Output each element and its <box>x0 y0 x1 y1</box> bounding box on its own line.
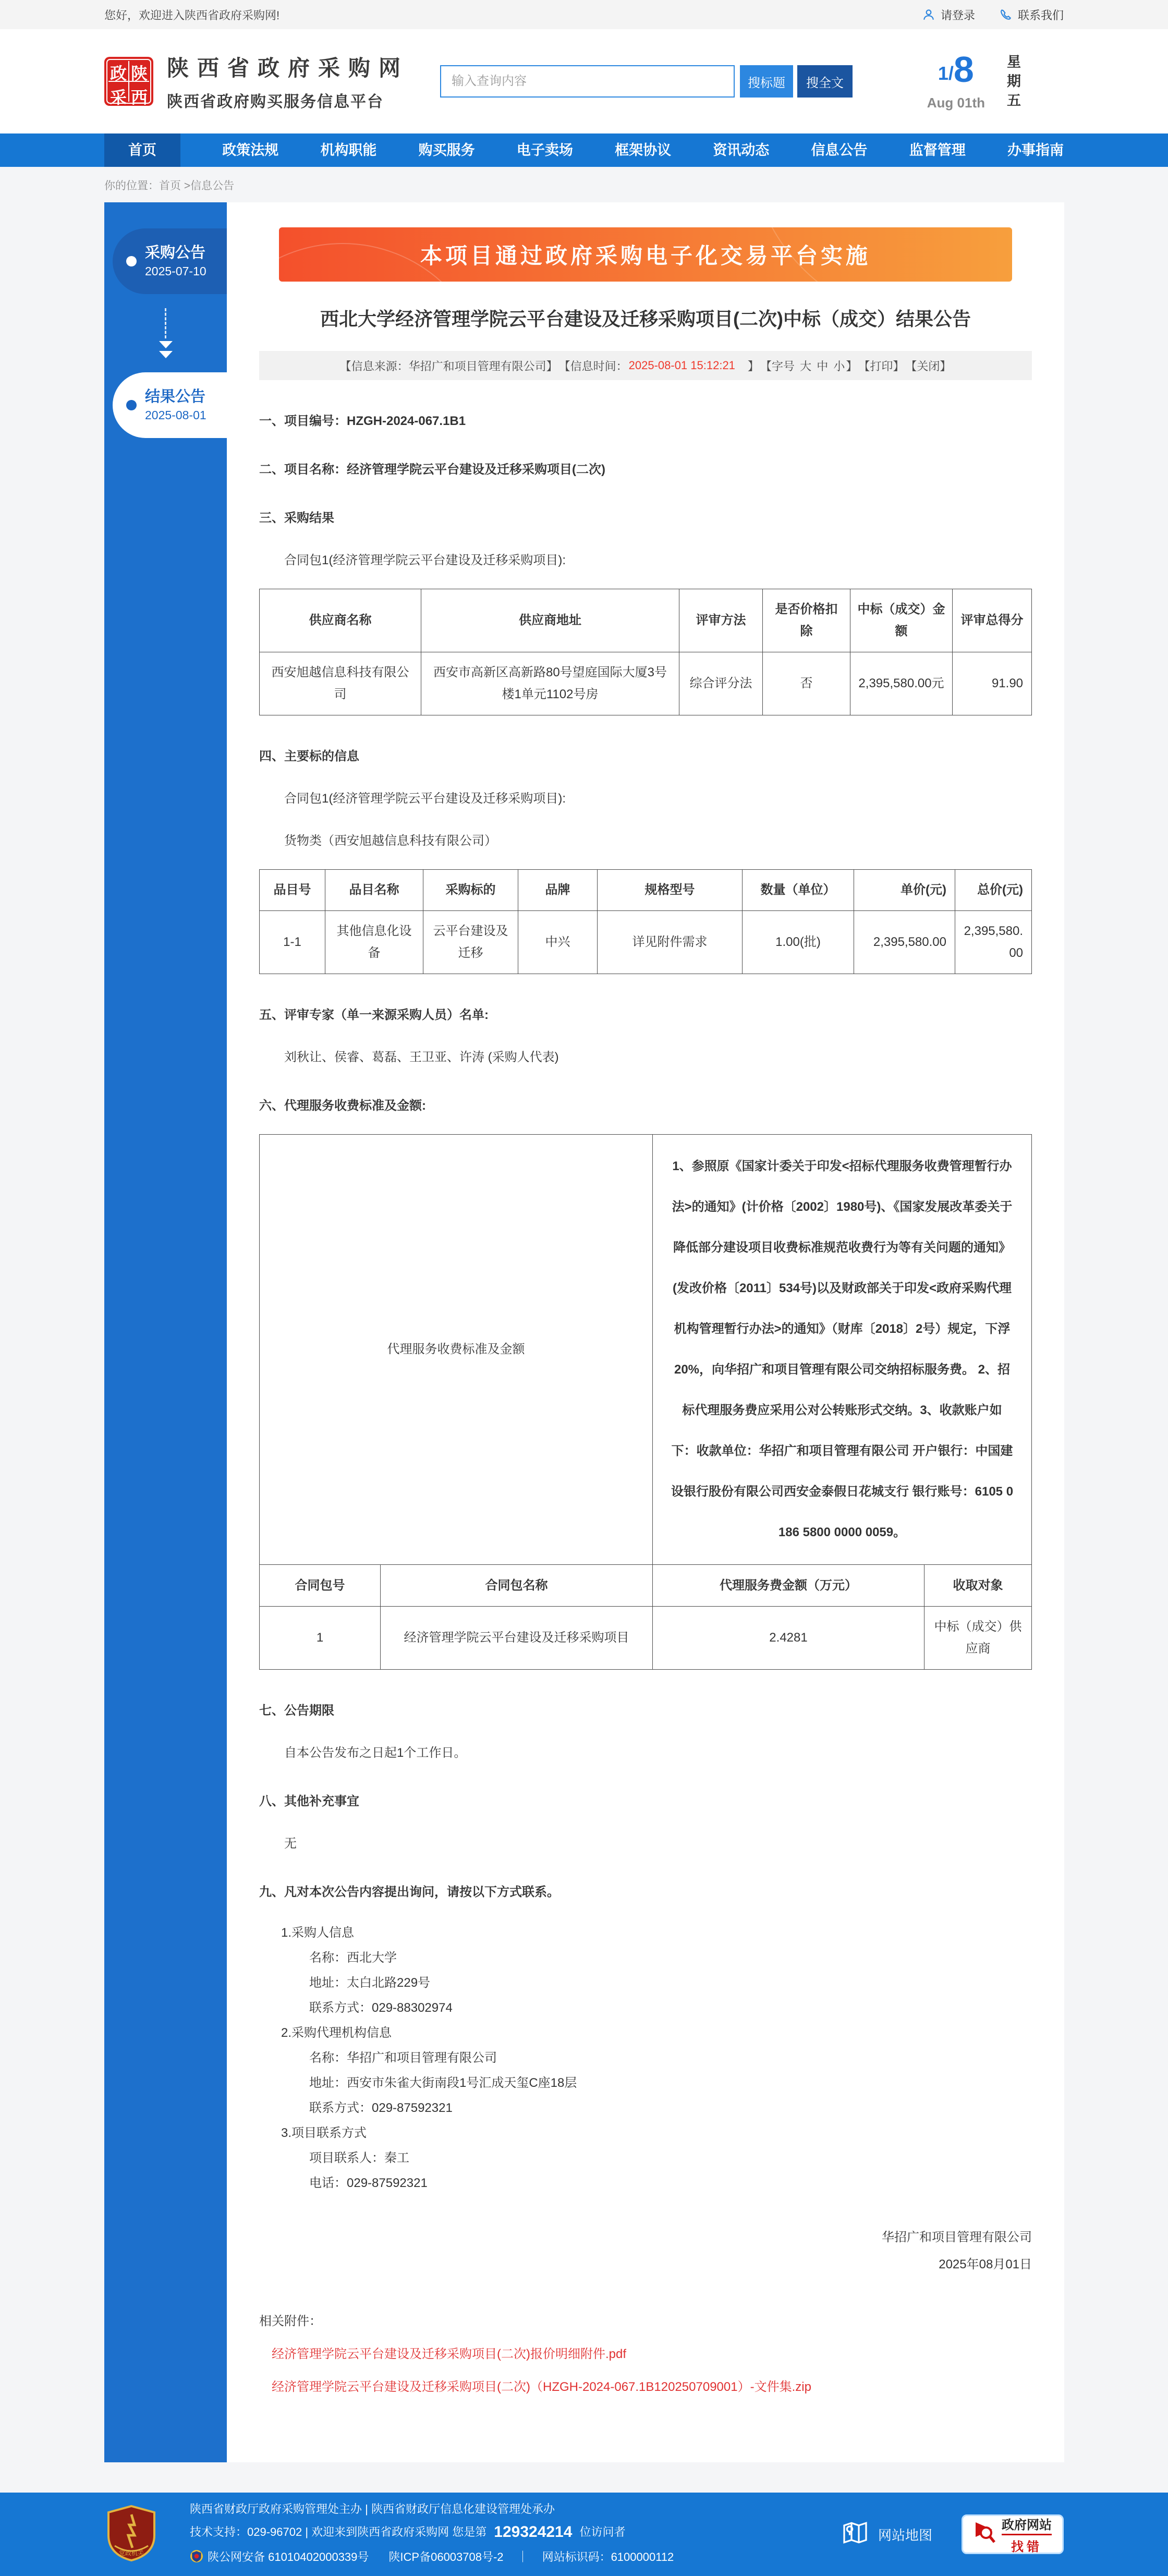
breadcrumb-label: 你的位置： <box>104 180 159 192</box>
project-contact-phone: 电话：029-87592321 <box>309 2176 428 2190</box>
nav-item-home[interactable]: 首页 <box>104 133 180 167</box>
table-row <box>260 652 1032 715</box>
table-header-cell: 总价(元) <box>955 870 1032 911</box>
signature-org: 华招广和项目管理有限公司 <box>882 2230 1032 2244</box>
step-dot <box>126 400 137 410</box>
table-cell-item-name: 其他信息化设备 <box>325 911 423 974</box>
table-cell-amount: 2,395,580.00元 <box>850 652 953 715</box>
table-cell-subject: 云平台建设及迁移 <box>423 911 518 974</box>
attachment-zip-link[interactable]: 经济管理学院云平台建设及迁移采购项目(二次)（HZGH-2024-067.1B120250709001）-文件集.zip <box>272 2380 811 2394</box>
agency-fee-table <box>259 1134 1032 1670</box>
section-result-title: 三、采购结果 <box>259 511 334 525</box>
search-fulltext-button[interactable]: 搜全文 <box>797 65 853 98</box>
section-experts-title: 五、评审专家（单一来源采购人员）名单: <box>259 1008 489 1022</box>
site-header <box>0 29 1168 133</box>
site-footer <box>0 2493 1168 2576</box>
article-meta-bar <box>259 351 1032 380</box>
section-subject-title: 四、主要标的信息 <box>259 749 359 763</box>
table-header-cell: 中标（成交）金额 <box>850 589 953 652</box>
project-contact-name: 项目联系人：秦工 <box>309 2151 409 2165</box>
search-title-button[interactable]: 搜标题 <box>740 65 793 98</box>
result-table <box>259 589 1032 715</box>
meta-time-open: 【信息时间： <box>558 359 628 373</box>
step-date: 2025-08-01 <box>145 408 206 422</box>
nav-item-supervision[interactable]: 监督管理 <box>909 142 966 158</box>
table-header-cell: 规格型号 <box>598 870 743 911</box>
fontsize-small-button[interactable]: 小 <box>833 359 845 373</box>
footer-support-suffix: 位访问者 <box>579 2525 626 2538</box>
search-bar <box>440 65 853 98</box>
print-button[interactable]: 【打印】 <box>858 359 905 373</box>
eplatform-banner <box>279 227 1012 282</box>
police-beian-link[interactable]: 陕公网安备 61010402000339号 <box>208 2550 369 2563</box>
step-dot <box>126 256 137 266</box>
footer-organizer-line: 陕西省财政厅政府采购管理处主办 | 陕西省财政厅信息化建设管理处承办 <box>190 2502 555 2516</box>
site-subtitle: 陕西省政府购买服务信息平台 <box>167 93 384 111</box>
table-cell-package-name: 经济管理学院云平台建设及迁移采购项目 <box>381 1607 653 1670</box>
table-row <box>260 1607 1032 1670</box>
svg-text:党政机关: 党政机关 <box>118 2549 144 2557</box>
logo-char: 西 <box>130 88 148 107</box>
section-project-name: 二、项目名称：经济管理学院云平台建设及迁移采购项目(二次) <box>259 463 605 477</box>
error-badge-subtitle: 找错 <box>1011 2539 1042 2554</box>
visitor-count: 129324214 <box>494 2523 573 2541</box>
table-header-cell: 是否价格扣除 <box>763 589 850 652</box>
signature-date: 2025年08月01日 <box>939 2257 1032 2271</box>
table-cell-address: 西安市高新区高新路80号望庭国际大厦3号楼1单元1102号房 <box>421 652 679 715</box>
table-header-cell: 采购标的 <box>423 870 518 911</box>
section-other-title: 八、其他补充事宜 <box>259 1794 359 1808</box>
fontsize-medium-button[interactable]: 中 <box>817 359 829 373</box>
table-header-cell: 收取对象 <box>924 1565 1032 1607</box>
error-badge-title: 政府网站 <box>1002 2514 1052 2535</box>
banner-text: 本项目通过政府采购电子化交易平台实施 <box>420 244 871 268</box>
contact-info <box>259 1921 1032 2196</box>
logo-char: 政 <box>110 64 127 83</box>
table-cell-brand: 中兴 <box>518 911 598 974</box>
phone-icon <box>999 8 1013 21</box>
table-cell-total-price: 2,395,580.00 <box>955 911 1032 974</box>
meta-source: 【信息来源：华招广和项目管理有限公司】 <box>339 359 558 373</box>
table-cell-score: 91.90 <box>953 652 1032 715</box>
fontsize-large-button[interactable]: 大 <box>800 359 812 373</box>
attachments-label: 相关附件： <box>259 2314 322 2328</box>
subject-package-label: 合同包1(经济管理学院云平台建设及迁移采购项目): <box>284 792 566 806</box>
user-icon <box>922 8 935 21</box>
nav-item-announcements[interactable]: 信息公告 <box>811 142 868 158</box>
date-weekday: 星期五 <box>1005 54 1020 112</box>
login-label: 请登录 <box>940 8 975 22</box>
purchaser-heading: 1.采购人信息 <box>281 1926 355 1940</box>
fee-standard-text: 1、参照原《国家计委关于印发<招标代理服务收费管理暂行办法>的通知》(计价格〔2002〕1980号)、《国家发展改革委关于降低部分建设项目收费标准规范收费行为等有关问题的通知》(发改价格〔2011〕534号)以及财政部关于印发<政府采购代理机构管理暂行办法>的通知》（财库〔2018〕2号）规定，下浮20%，向华招广和项目管理有限公司交纳招标服务费。 2、招标代理服务费应采用公对公转账形式交纳。3、收款账户如下：收款单位：华招广和项目管理有限公司 开户银行：中国建设银行股份有限公司西安金泰假日花城支行 银行账号：6105 0186 5800 0000 0059。 <box>653 1135 1032 1565</box>
article-content <box>227 202 1064 2462</box>
step-date: 2025-07-10 <box>145 264 206 278</box>
table-header-cell: 合同包号 <box>260 1565 381 1607</box>
purchaser-address: 地址：太白北路229号 <box>309 1976 431 1990</box>
date-month: 1/ <box>938 62 954 84</box>
page-title: 西北大学经济管理学院云平台建设及迁移采购项目(二次)中标（成交）结果公告 <box>320 308 971 330</box>
site-logo <box>104 57 153 106</box>
table-header-cell: 单价(元) <box>854 870 955 911</box>
purchaser-phone: 联系方式：029-88302974 <box>309 2001 453 2015</box>
welcome-text: 您好，欢迎进入陕西省政府采购网! <box>104 8 280 22</box>
section-contact-title: 九、凡对本次公告内容提出询问，请按以下方式联系。 <box>259 1885 559 1899</box>
timeline-sidebar <box>104 202 227 2462</box>
project-contact-heading: 3.项目联系方式 <box>281 2126 367 2140</box>
logo-char: 采 <box>110 88 127 107</box>
agency-phone: 联系方式：029-87592321 <box>309 2101 453 2115</box>
meta-fontsize-close: 】 <box>846 359 858 373</box>
meta-time-close: 】 <box>736 359 759 373</box>
breadcrumb-separator: > <box>181 180 191 192</box>
timeline-step-purchase-announcement[interactable] <box>113 228 227 294</box>
table-header-cell: 品目号 <box>260 870 325 911</box>
error-report-badge[interactable] <box>962 2514 1064 2554</box>
table-header-cell: 代理服务费金额（万元） <box>653 1565 924 1607</box>
table-cell-deduction: 否 <box>763 652 850 715</box>
table-header-cell: 供应商名称 <box>260 589 421 652</box>
table-header-cell: 评审总得分 <box>953 589 1032 652</box>
site-title: 陕西省政府采购网 <box>167 56 409 80</box>
login-link[interactable] <box>922 7 975 23</box>
result-package-label: 合同包1(经济管理学院云平台建设及迁移采购项目): <box>284 553 566 567</box>
agency-address: 地址：西安市朱雀大街南段1号汇成天玺C座18层 <box>309 2076 577 2090</box>
police-badge-icon <box>190 2549 203 2565</box>
step-title: 结果公告 <box>145 388 206 405</box>
topbar <box>0 0 1168 29</box>
main-nav <box>0 133 1168 167</box>
attachment-pdf-link[interactable]: 经济管理学院云平台建设及迁移采购项目(二次)报价明细附件.pdf <box>272 2347 627 2361</box>
subject-category-label: 货物类（西安旭越信息科技有限公司） <box>284 834 497 848</box>
date-day: 8 <box>953 48 974 90</box>
table-row <box>260 911 1032 974</box>
date-english: Aug 01th <box>927 94 985 111</box>
nav-item-policies[interactable]: 政策法规 <box>222 142 279 158</box>
step-title: 采购公告 <box>145 244 206 261</box>
table-header-cell: 供应商地址 <box>421 589 679 652</box>
breadcrumb-home-link[interactable]: 首页 <box>159 180 181 192</box>
table-cell-quantity: 1.00(批) <box>743 911 854 974</box>
nav-item-guide[interactable]: 办事指南 <box>1007 142 1064 158</box>
table-header-cell: 品目名称 <box>325 870 423 911</box>
table-header-cell: 品牌 <box>518 870 598 911</box>
contact-us-link[interactable] <box>999 7 1064 23</box>
table-cell-spec: 详见附件需求 <box>598 911 743 974</box>
table-cell-item-no: 1-1 <box>260 911 325 974</box>
breadcrumb <box>104 167 1064 202</box>
sitemap-label: 网站地图 <box>878 2527 932 2543</box>
flag-magnifier-icon <box>974 2520 996 2549</box>
nav-item-purchase-service[interactable]: 购买服务 <box>418 142 475 158</box>
period-value: 自本公告发布之日起1个工作日。 <box>284 1746 467 1760</box>
logo-char: 陕 <box>130 64 148 83</box>
timeline-step-result-announcement[interactable] <box>113 372 227 438</box>
government-emblem-icon <box>104 2504 159 2565</box>
fee-standard-label: 代理服务收费标准及金额 <box>260 1135 653 1565</box>
experts-names: 刘秋让、侯睿、葛磊、王卫亚、许涛 (采购人代表) <box>284 1050 559 1064</box>
search-input[interactable] <box>440 65 735 98</box>
nav-item-news[interactable]: 资讯动态 <box>713 142 770 158</box>
nav-item-functions[interactable]: 机构职能 <box>320 142 377 158</box>
table-cell-method: 综合评分法 <box>679 652 763 715</box>
sitemap-link[interactable] <box>841 2518 932 2551</box>
meta-fontsize-open: 【字号 <box>760 359 795 373</box>
section-agency-fee-title: 六、代理服务收费标准及金额: <box>259 1099 426 1113</box>
table-cell-fee-amount: 2.4281 <box>653 1607 924 1670</box>
table-cell-package-no: 1 <box>260 1607 381 1670</box>
site-code: 网站标识码：6100000112 <box>542 2550 674 2563</box>
subject-table <box>259 869 1032 974</box>
table-cell-supplier: 西安旭越信息科技有限公司 <box>260 652 421 715</box>
table-header-cell: 合同包名称 <box>381 1565 653 1607</box>
icp-beian-link[interactable]: 陕ICP备06003708号-2 <box>388 2550 504 2563</box>
meta-time-value: 2025-08-01 15:12:21 <box>628 359 735 372</box>
signature-block <box>259 2224 1032 2278</box>
close-button[interactable]: 【关闭】 <box>905 359 952 373</box>
map-icon <box>841 2518 870 2551</box>
table-cell-unit-price: 2,395,580.00 <box>854 911 955 974</box>
date-widget <box>927 48 1064 112</box>
agency-heading: 2.采购代理机构信息 <box>281 2026 392 2040</box>
table-cell-fee-payer: 中标（成交）供应商 <box>924 1607 1032 1670</box>
footer-separator: ｜ <box>517 2550 529 2563</box>
agency-name: 名称：华招广和项目管理有限公司 <box>309 2051 497 2065</box>
breadcrumb-current-link[interactable]: 信息公告 <box>190 180 235 192</box>
nav-item-emall[interactable]: 电子卖场 <box>516 142 573 158</box>
purchaser-name: 名称：西北大学 <box>309 1951 397 1965</box>
section-period-title: 七、公告期限 <box>259 1704 334 1718</box>
footer-support-prefix: 技术支持：029-96702 | 欢迎来到陕西省政府采购网 您是第 <box>190 2525 487 2538</box>
timeline-arrow-down-icon <box>104 294 227 372</box>
table-header-cell: 数量（单位） <box>743 870 854 911</box>
nav-item-framework[interactable]: 框架协议 <box>615 142 672 158</box>
table-header-cell: 评审方法 <box>679 589 763 652</box>
section-project-number: 一、项目编号：HZGH-2024-067.1B1 <box>259 414 466 428</box>
other-value: 无 <box>284 1837 297 1851</box>
contact-us-label: 联系我们 <box>1017 8 1064 22</box>
